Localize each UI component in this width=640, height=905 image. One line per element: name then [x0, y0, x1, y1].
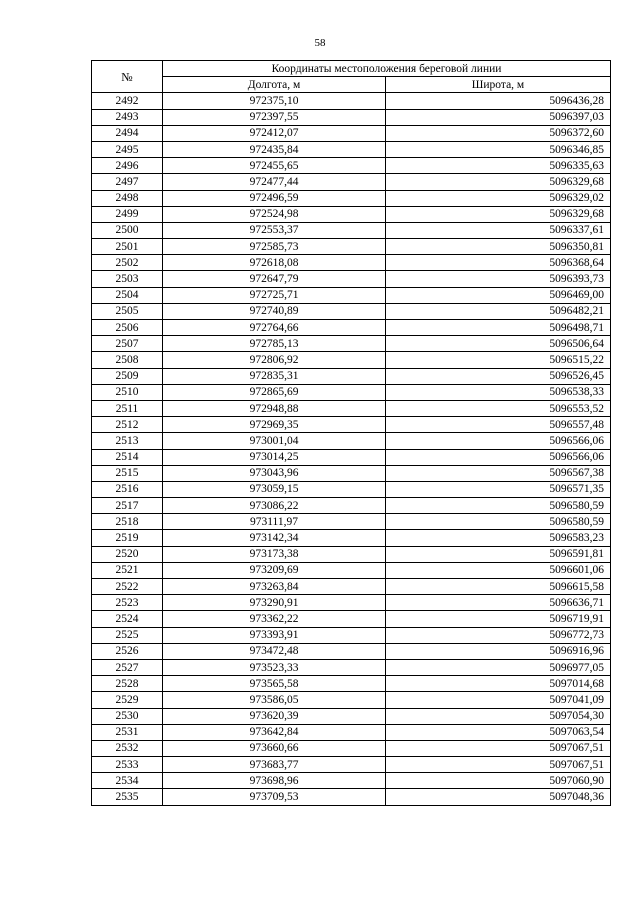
cell-longitude: 973393,91 [163, 627, 386, 643]
cell-longitude: 972806,92 [163, 352, 386, 368]
header-row-bottom [92, 77, 611, 93]
cell-longitude: 972618,08 [163, 255, 386, 271]
cell-point-number: 2533 [92, 757, 163, 773]
cell-longitude: 973209,69 [163, 562, 386, 578]
cell-latitude: 5096567,38 [386, 465, 611, 481]
cell-longitude: 973523,33 [163, 659, 386, 675]
table-row [92, 433, 611, 449]
table-row [92, 352, 611, 368]
table-row [92, 773, 611, 789]
coordinates-table [91, 60, 611, 806]
cell-longitude: 973142,34 [163, 530, 386, 546]
cell-longitude: 972969,35 [163, 417, 386, 433]
cell-longitude: 972435,84 [163, 141, 386, 157]
table-row [92, 190, 611, 206]
table-row [92, 384, 611, 400]
cell-latitude: 5096329,68 [386, 174, 611, 190]
cell-latitude: 5096566,06 [386, 433, 611, 449]
cell-longitude: 972375,10 [163, 93, 386, 109]
cell-latitude: 5096566,06 [386, 449, 611, 465]
cell-latitude: 5096580,59 [386, 498, 611, 514]
cell-longitude: 972865,69 [163, 384, 386, 400]
cell-point-number: 2528 [92, 676, 163, 692]
cell-latitude: 5096977,05 [386, 659, 611, 675]
table-row [92, 303, 611, 319]
cell-longitude: 972948,88 [163, 400, 386, 416]
table-row [92, 465, 611, 481]
cell-longitude: 972412,07 [163, 125, 386, 141]
cell-longitude: 972553,37 [163, 222, 386, 238]
table-row [92, 595, 611, 611]
cell-point-number: 2525 [92, 627, 163, 643]
cell-point-number: 2511 [92, 400, 163, 416]
cell-point-number: 2508 [92, 352, 163, 368]
table-row [92, 481, 611, 497]
column-group-header-coordinates: Координаты местоположения береговой линии [163, 61, 611, 77]
cell-longitude: 973043,96 [163, 465, 386, 481]
table-row [92, 708, 611, 724]
cell-longitude: 973263,84 [163, 579, 386, 595]
cell-point-number: 2526 [92, 643, 163, 659]
table-row [92, 449, 611, 465]
cell-latitude: 5096601,06 [386, 562, 611, 578]
cell-longitude: 972455,65 [163, 158, 386, 174]
cell-point-number: 2534 [92, 773, 163, 789]
cell-longitude: 973642,84 [163, 724, 386, 740]
table-row [92, 93, 611, 109]
cell-point-number: 2492 [92, 93, 163, 109]
column-header-latitude: Широта, м [386, 77, 611, 93]
cell-latitude: 5096719,91 [386, 611, 611, 627]
cell-longitude: 973014,25 [163, 449, 386, 465]
cell-point-number: 2515 [92, 465, 163, 481]
cell-longitude: 973660,66 [163, 740, 386, 756]
table-row [92, 417, 611, 433]
table-row [92, 125, 611, 141]
cell-latitude: 5096553,52 [386, 400, 611, 416]
cell-longitude: 973059,15 [163, 481, 386, 497]
table-row [92, 789, 611, 805]
cell-longitude: 972764,66 [163, 320, 386, 336]
table-header [92, 61, 611, 93]
table-row [92, 692, 611, 708]
table-row [92, 579, 611, 595]
cell-point-number: 2529 [92, 692, 163, 708]
cell-latitude: 5096571,35 [386, 481, 611, 497]
cell-point-number: 2498 [92, 190, 163, 206]
table-row [92, 514, 611, 530]
cell-longitude: 973709,53 [163, 789, 386, 805]
cell-latitude: 5096580,59 [386, 514, 611, 530]
cell-point-number: 2507 [92, 336, 163, 352]
cell-latitude: 5096335,63 [386, 158, 611, 174]
cell-point-number: 2506 [92, 320, 163, 336]
cell-longitude: 973620,39 [163, 708, 386, 724]
cell-point-number: 2505 [92, 303, 163, 319]
cell-latitude: 5096591,81 [386, 546, 611, 562]
cell-point-number: 2494 [92, 125, 163, 141]
cell-latitude: 5096372,60 [386, 125, 611, 141]
table-body [92, 93, 611, 805]
cell-longitude: 973111,97 [163, 514, 386, 530]
cell-point-number: 2510 [92, 384, 163, 400]
cell-point-number: 2532 [92, 740, 163, 756]
table-row [92, 676, 611, 692]
cell-latitude: 5096436,28 [386, 93, 611, 109]
cell-point-number: 2535 [92, 789, 163, 805]
cell-latitude: 5097067,51 [386, 740, 611, 756]
cell-latitude: 5096329,68 [386, 206, 611, 222]
table-row [92, 546, 611, 562]
cell-longitude: 972397,55 [163, 109, 386, 125]
cell-point-number: 2514 [92, 449, 163, 465]
table-row [92, 336, 611, 352]
cell-latitude: 5097048,36 [386, 789, 611, 805]
table-row [92, 320, 611, 336]
cell-point-number: 2521 [92, 562, 163, 578]
cell-longitude: 973472,48 [163, 643, 386, 659]
cell-point-number: 2517 [92, 498, 163, 514]
cell-longitude: 973362,22 [163, 611, 386, 627]
cell-longitude: 973586,05 [163, 692, 386, 708]
cell-latitude: 5097041,09 [386, 692, 611, 708]
cell-longitude: 973290,91 [163, 595, 386, 611]
cell-longitude: 972740,89 [163, 303, 386, 319]
table-row [92, 271, 611, 287]
cell-point-number: 2522 [92, 579, 163, 595]
cell-latitude: 5096636,71 [386, 595, 611, 611]
table-row [92, 158, 611, 174]
table-row [92, 498, 611, 514]
table-row [92, 740, 611, 756]
cell-point-number: 2504 [92, 287, 163, 303]
cell-latitude: 5096482,21 [386, 303, 611, 319]
cell-point-number: 2493 [92, 109, 163, 125]
cell-latitude: 5097054,30 [386, 708, 611, 724]
cell-latitude: 5096350,81 [386, 239, 611, 255]
cell-longitude: 972524,98 [163, 206, 386, 222]
cell-latitude: 5096469,00 [386, 287, 611, 303]
cell-point-number: 2495 [92, 141, 163, 157]
cell-point-number: 2509 [92, 368, 163, 384]
cell-point-number: 2520 [92, 546, 163, 562]
cell-point-number: 2501 [92, 239, 163, 255]
table-row [92, 757, 611, 773]
table-row [92, 287, 611, 303]
cell-longitude: 973683,77 [163, 757, 386, 773]
cell-latitude: 5096329,02 [386, 190, 611, 206]
cell-latitude: 5097063,54 [386, 724, 611, 740]
column-header-longitude: Долгота, м [163, 77, 386, 93]
cell-latitude: 5096393,73 [386, 271, 611, 287]
page-number: 58 [314, 37, 326, 49]
table-row [92, 239, 611, 255]
table-row [92, 562, 611, 578]
cell-longitude: 973001,04 [163, 433, 386, 449]
cell-latitude: 5096526,45 [386, 368, 611, 384]
cell-point-number: 2531 [92, 724, 163, 740]
cell-latitude: 5096538,33 [386, 384, 611, 400]
table-row [92, 109, 611, 125]
cell-latitude: 5096772,73 [386, 627, 611, 643]
header-row-top [92, 61, 611, 77]
cell-point-number: 2500 [92, 222, 163, 238]
column-header-number: № [92, 61, 163, 93]
table-row [92, 627, 611, 643]
table-row [92, 643, 611, 659]
cell-point-number: 2502 [92, 255, 163, 271]
cell-longitude: 972785,13 [163, 336, 386, 352]
cell-point-number: 2513 [92, 433, 163, 449]
cell-longitude: 973565,58 [163, 676, 386, 692]
cell-latitude: 5096498,71 [386, 320, 611, 336]
table-row [92, 141, 611, 157]
cell-longitude: 973698,96 [163, 773, 386, 789]
cell-longitude: 972585,73 [163, 239, 386, 255]
cell-point-number: 2518 [92, 514, 163, 530]
table-row [92, 255, 611, 271]
cell-latitude: 5096506,64 [386, 336, 611, 352]
cell-point-number: 2527 [92, 659, 163, 675]
cell-point-number: 2499 [92, 206, 163, 222]
cell-latitude: 5097067,51 [386, 757, 611, 773]
cell-point-number: 2497 [92, 174, 163, 190]
cell-point-number: 2503 [92, 271, 163, 287]
table-row [92, 174, 611, 190]
cell-point-number: 2530 [92, 708, 163, 724]
cell-longitude: 972647,79 [163, 271, 386, 287]
table-row [92, 724, 611, 740]
cell-longitude: 972477,44 [163, 174, 386, 190]
cell-latitude: 5096368,64 [386, 255, 611, 271]
cell-latitude: 5096916,96 [386, 643, 611, 659]
cell-latitude: 5096557,48 [386, 417, 611, 433]
cell-point-number: 2519 [92, 530, 163, 546]
cell-longitude: 973086,22 [163, 498, 386, 514]
cell-latitude: 5096397,03 [386, 109, 611, 125]
cell-point-number: 2512 [92, 417, 163, 433]
table-row [92, 222, 611, 238]
cell-latitude: 5096615,58 [386, 579, 611, 595]
cell-latitude: 5097060,90 [386, 773, 611, 789]
cell-point-number: 2524 [92, 611, 163, 627]
table-row [92, 368, 611, 384]
cell-point-number: 2516 [92, 481, 163, 497]
cell-longitude: 973173,38 [163, 546, 386, 562]
cell-longitude: 972725,71 [163, 287, 386, 303]
cell-point-number: 2496 [92, 158, 163, 174]
cell-point-number: 2523 [92, 595, 163, 611]
cell-latitude: 5097014,68 [386, 676, 611, 692]
cell-latitude: 5096346,85 [386, 141, 611, 157]
table-row [92, 611, 611, 627]
cell-longitude: 972835,31 [163, 368, 386, 384]
table-row [92, 530, 611, 546]
table-row [92, 206, 611, 222]
cell-longitude: 972496,59 [163, 190, 386, 206]
cell-latitude: 5096515,22 [386, 352, 611, 368]
table-row [92, 400, 611, 416]
cell-latitude: 5096583,23 [386, 530, 611, 546]
table-row [92, 659, 611, 675]
cell-latitude: 5096337,61 [386, 222, 611, 238]
